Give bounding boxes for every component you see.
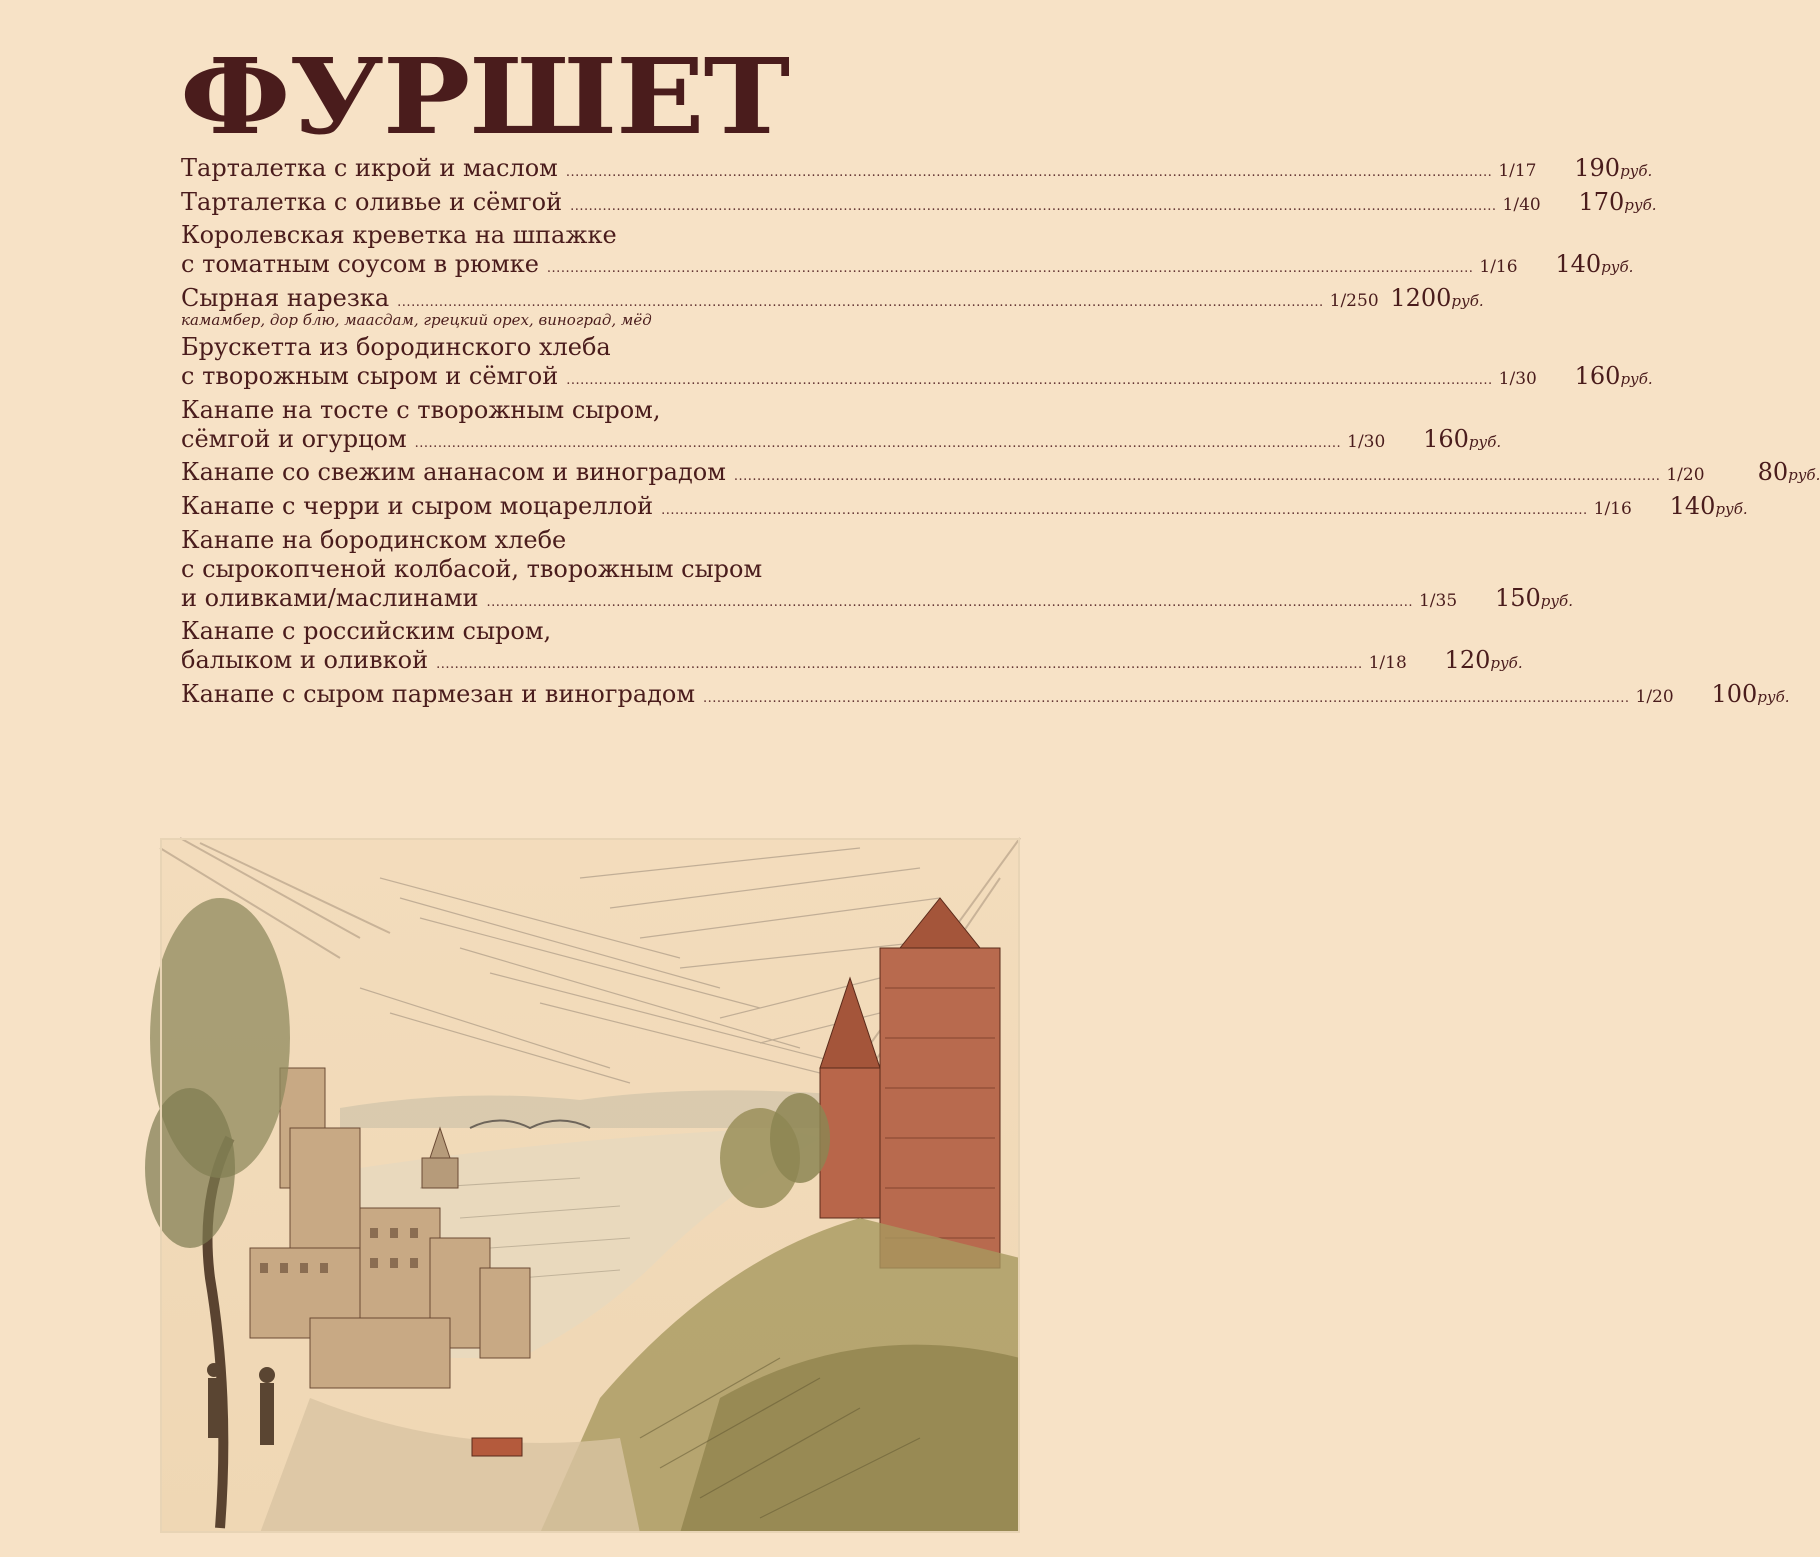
menu-item-portion: 1/16 (1593, 499, 1632, 519)
menu-item-name: Канапе со свежим ананасом и виноградом (181, 458, 726, 486)
menu-item-portion: 1/16 (1479, 257, 1518, 277)
menu-item-name-text: Канапе с российским сыром, (181, 617, 552, 645)
menu-item-row (181, 250, 1634, 279)
leader-dots: ........................................................................................................................................................................................................ (733, 469, 1661, 484)
menu-item (181, 458, 1820, 487)
menu-item-name-text: Канапе на бородинском хлебе (181, 526, 567, 554)
menu-item-price: 80руб. (1757, 458, 1820, 486)
menu-item-name-line (181, 617, 1016, 646)
currency-label: руб. (1715, 500, 1748, 518)
menu-item-row (181, 154, 1653, 183)
menu-item-row (181, 492, 1748, 521)
menu-item-name-line (181, 333, 1016, 362)
currency-label: руб. (1620, 370, 1653, 388)
menu-item-name-text: с сырокопченой колбасой, творожным сыром (181, 555, 763, 583)
menu-item-portion: 1/30 (1498, 369, 1537, 389)
leader-dots: ........................................................................................................................................................................................................ (486, 595, 1413, 610)
menu-item-name-text: Брускетта из бородинского хлеба (181, 333, 611, 361)
menu-item-name: и оливками/маслинами (181, 584, 479, 612)
menu-item-row (181, 362, 1653, 391)
menu-item (181, 396, 1502, 454)
leader-dots: ........................................................................................................................................................................................................ (414, 436, 1342, 451)
leader-dots: ........................................................................................................................................................................................................ (570, 199, 1497, 214)
leader-dots: ........................................................................................................................................................................................................ (565, 165, 1493, 180)
page-title: ФУРШЕТ (180, 35, 790, 158)
menu-item-name-line (181, 526, 1016, 555)
menu-list (181, 154, 1820, 709)
menu-item (181, 154, 1653, 183)
menu-item-row (181, 284, 1484, 313)
menu-item-row (181, 646, 1523, 675)
menu-item-name: Канапе с сыром пармезан и виноградом (181, 680, 696, 708)
leader-dots: ........................................................................................................................................................................................................ (436, 657, 1363, 672)
menu-item-price: 140руб. (1555, 250, 1634, 278)
leader-dots: ........................................................................................................................................................................................................ (566, 373, 1493, 388)
menu-item (181, 492, 1748, 521)
menu-item-row (181, 458, 1820, 487)
menu-item-description: камамбер, дор блю, маасдам, грецкий орех, виноград, мёд (181, 311, 652, 329)
menu-item-price: 150руб. (1494, 584, 1573, 612)
menu-item-name: Канапе с черри и сыром моцареллой (181, 492, 654, 520)
menu-item-price: 1200руб. (1390, 284, 1484, 312)
leader-dots: ........................................................................................................................................................................................................ (397, 295, 1324, 310)
menu-item-name: сёмгой и огурцом (181, 425, 407, 453)
menu-item-name: Сырная нарезка (181, 284, 390, 312)
menu-item (181, 284, 1484, 329)
menu-item-price: 100руб. (1711, 680, 1790, 708)
menu-item-name-text: Канапе на тосте с творожным сыром, (181, 396, 661, 424)
menu-item-price: 170руб. (1578, 188, 1657, 216)
leader-dots: ........................................................................................................................................................................................................ (546, 261, 1474, 276)
menu-item-row (181, 680, 1790, 709)
menu-item-row (181, 425, 1502, 454)
menu-item-name: Тарталетка с оливье и сёмгой (181, 188, 563, 216)
menu-item-name: с творожным сыром и сёмгой (181, 362, 559, 390)
menu-item-price: 160руб. (1574, 362, 1653, 390)
menu-item-portion: 1/250 (1329, 291, 1379, 311)
menu-item-portion: 1/20 (1635, 687, 1674, 707)
menu-item-name-line (181, 555, 1016, 584)
currency-label: руб. (1490, 654, 1523, 672)
menu-item (181, 680, 1790, 709)
menu-item (181, 221, 1634, 279)
currency-label: руб. (1788, 466, 1820, 484)
currency-label: руб. (1757, 688, 1790, 706)
menu-item-price: 160руб. (1423, 425, 1502, 453)
currency-label: руб. (1601, 258, 1634, 276)
menu-item-price: 120руб. (1444, 646, 1523, 674)
leader-dots: ........................................................................................................................................................................................................ (703, 691, 1630, 706)
currency-label: руб. (1620, 162, 1653, 180)
menu-item-price: 140руб. (1669, 492, 1748, 520)
menu-item-portion: 1/20 (1666, 465, 1705, 485)
menu-item (181, 526, 1573, 613)
menu-item-row (181, 584, 1573, 613)
menu-item-name-line (181, 396, 1016, 425)
menu-item-price: 190руб. (1574, 154, 1653, 182)
menu-item (181, 617, 1523, 675)
menu-item-name-text: Королевская креветка на шпажке (181, 221, 617, 249)
currency-label: руб. (1540, 592, 1573, 610)
menu-item-row (181, 188, 1657, 217)
menu-item-name-line (181, 221, 1016, 250)
menu-item-portion: 1/40 (1502, 195, 1541, 215)
menu-item-portion: 1/35 (1418, 591, 1458, 611)
menu-item-name: Тарталетка с икрой и маслом (181, 154, 558, 182)
city-illustration (160, 838, 1020, 1533)
menu-item-portion: 1/30 (1347, 432, 1386, 452)
menu-item-portion: 1/18 (1368, 653, 1407, 673)
menu-item-name: балыком и оливкой (181, 646, 429, 674)
menu-item (181, 333, 1653, 391)
menu-item-name: с томатным соусом в рюмке (181, 250, 539, 278)
menu-item (181, 188, 1657, 217)
currency-label: руб. (1451, 292, 1484, 310)
currency-label: руб. (1624, 196, 1657, 214)
leader-dots: ........................................................................................................................................................................................................ (661, 503, 1588, 518)
currency-label: руб. (1468, 433, 1502, 451)
menu-item-portion: 1/17 (1498, 161, 1537, 181)
